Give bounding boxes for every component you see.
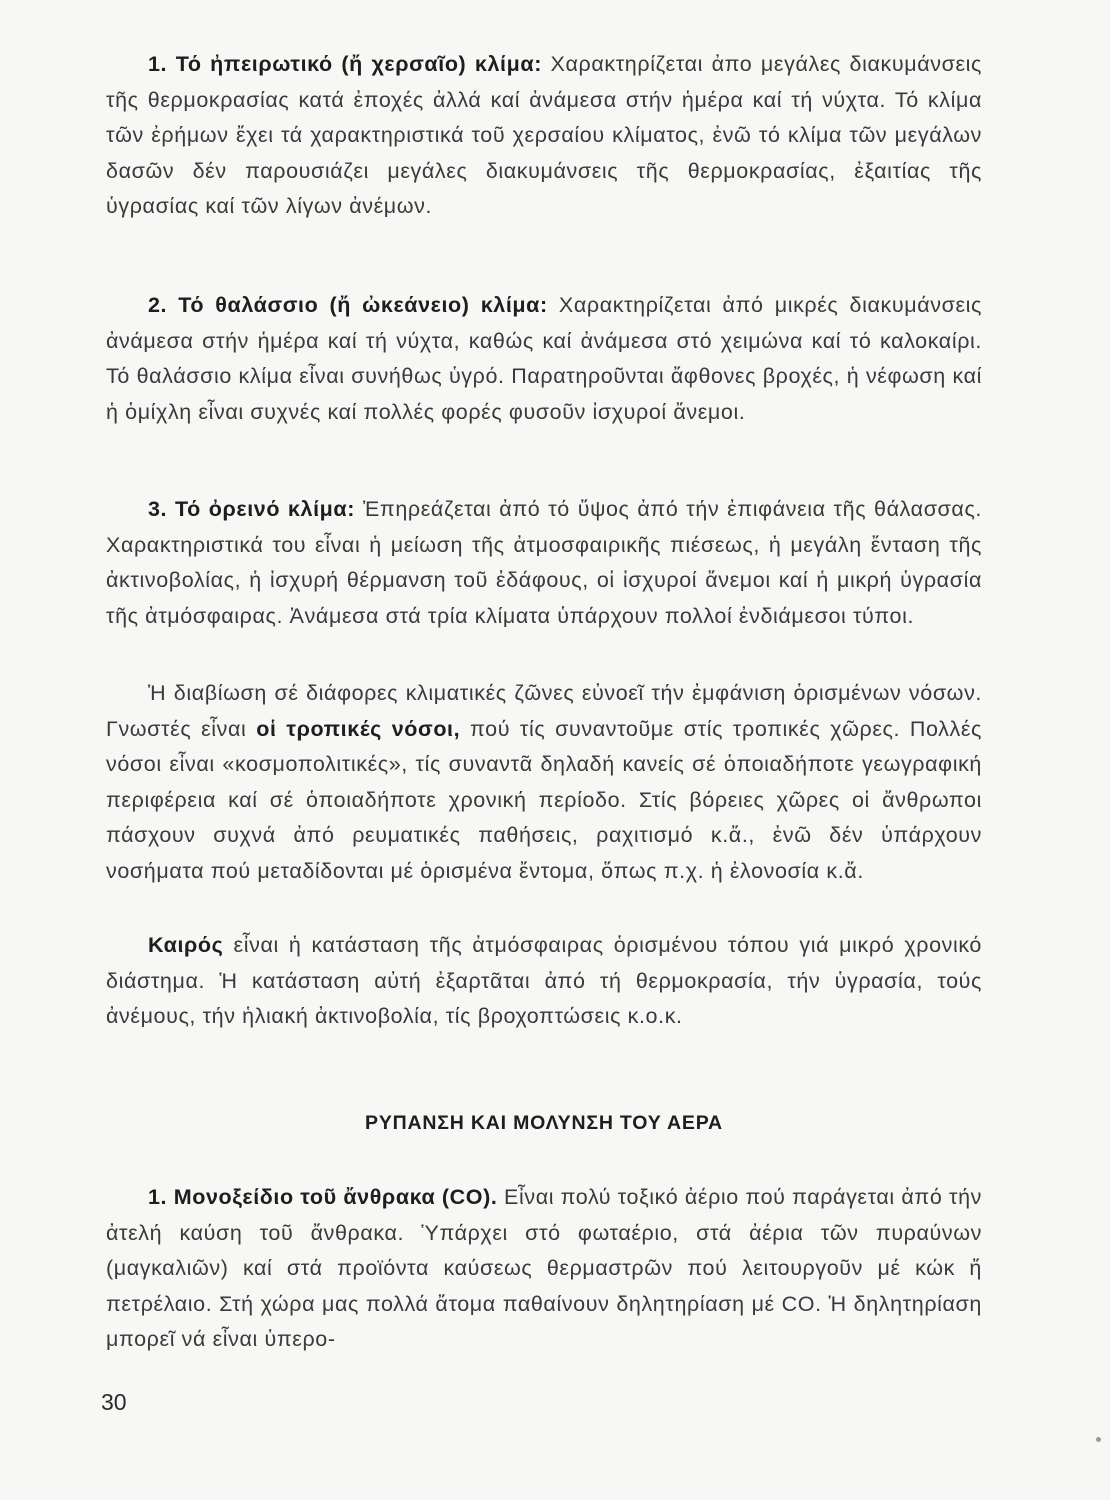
paragraph-oceanic-climate-text: Χαρακτηρίζεται ἀπό μικρές διακυμάνσεις ἀνάμεσα στήν ἡμέρα καί τή νύχτα, καθώς καί ἀνάμεσα στό χειμώνα καί τό καλοκαίρι. Τό θαλάσσιο κλίμα εἶναι συνήθως ὑγρό. Παρατηροῦνται ἄφθονες βροχές, ἡ νέφωση καί ἡ ὁμίχλη εἶναι συχνές καί πολλές φορές φυσοῦν ἰσχυροί ἄνεμοι. (106, 293, 982, 424)
scan-artifact-dot (1096, 1437, 1101, 1442)
paragraph-mountain-climate-text: Ἐπηρεάζεται ἀπό τό ὕψος ἀπό τήν ἐπιφάνεια τῆς θάλασσας. Χαρακτηριστικά του εἶναι ἡ μείωση τῆς ἀτμοσφαιρικῆς πιέσεως, ἡ μεγάλη ἔνταση τῆς ἀκτινοβολίας, ἡ ἰσχυρή θέρμανση τοῦ ἐδάφους, οἱ ἰσχυροί ἄνεμοι καί ἡ μικρή ὑγρασία τῆς ἀτμόσφαιρας. Ἀνάμεσα στά τρία κλίματα ὑπάρχουν πολλοί ἐνδιάμεσοι τύποι. (106, 497, 982, 628)
paragraph-carbon-monoxide (106, 1180, 982, 1358)
paragraph-climate-diseases-text-after: πού τίς συναντοῦμε στίς τροπικές χῶρες. Πολλές νόσοι εἶναι «κοσμοπολιτικές», τίς συναντᾶ δηλαδή κανείς σέ ὁποιαδήποτε γεωγραφική περιφέρεια καί σέ ὁποιαδήποτε χρονική περίοδο. Στίς βόρειες χῶρες οἱ ἄνθρωποι πάσχουν συχνά ἀπό ρευματικές παθήσεις, ραχιτισμό κ.ἄ., ἐνῶ δέν ὑπάρχουν νοσήματα πού μεταδίδονται μέ ὁρισμένα ἔντομα, ὅπως π.χ. ἡ ἐλονοσία κ.ἄ. (106, 716, 982, 883)
term-tropical-diseases: οἱ τροπικές νόσοι, (256, 716, 461, 741)
paragraph-climate-diseases (106, 676, 982, 889)
term-weather: Καιρός (148, 933, 224, 957)
term-oceanic-climate: 2. Τό θαλάσσιο (ἤ ὠκεάνειο) κλίμα: (148, 293, 548, 317)
paragraph-continental-climate-text: Χαρακτηρίζεται ἀπο μεγάλες διακυμάνσεις τῆς θερμοκρασίας κατά ἐποχές ἀλλά καί ἀνάμεσα στήν ἡμέρα καί τή νύχτα. Τό κλίμα τῶν ἐρήμων ἔχει τά χαρακτηριστικά τοῦ χερσαίου κλίματος, ἐνῶ τό κλίμα τῶν μεγάλων δασῶν δέν παρουσιάζει μεγάλες διακυμάνσεις τῆς θερμοκρασίας, ἐξαιτίας τῆς ὑγρασίας καί τῶν λίγων ἀνέμων. (106, 52, 982, 218)
paragraph-weather-text: εἶναι ἡ κατάσταση τῆς ἀτμόσφαιρας ὁρισμένου τόπου γιά μικρό χρονικό διάστημα. Ἡ κατάσταση αὐτή ἐξαρτᾶται ἀπό τή θερμοκρασία, τήν ὑγρασία, τούς ἀνέμους, τήν ἡλιακή ἀκτινοβολία, τίς βροχοπτώσεις κ.ο.κ. (106, 933, 982, 1028)
paragraph-oceanic-climate (106, 288, 982, 430)
term-carbon-monoxide: 1. Μονοξείδιο τοῦ ἄνθρακα (CO). (148, 1185, 498, 1209)
paragraph-mountain-climate (106, 492, 982, 634)
section-heading-air-pollution: ΡΥΠΑΝΣΗ ΚΑΙ ΜΟΛΥΝΣΗ ΤΟΥ ΑΕΡΑ (365, 1112, 723, 1134)
paragraph-climate-diseases-text-before: Ἡ διαβίωση σέ διάφορες κλιματικές ζῶνες εὐνοεῖ τήν ἐμφάνιση ὁρισμένων νόσων. Γνωστές εἶναι (106, 681, 982, 741)
paragraph-carbon-monoxide-text: Εἶναι πολύ τοξικό ἀέριο πού παράγεται ἀπό τήν ἀτελή καύση τοῦ ἄνθρακα. Ὑπάρχει στό φωταέριο, στά ἀέρια τῶν πυραύνων (μαγκαλιῶν) καί στά προϊόντα καύσεως θερμαστρῶν πού λειτουργοῦν μέ κώκ ἤ πετρέλαιο. Στή χώρα μας πολλά ἄτομα παθαίνουν δηλητηρίαση μέ CO. Ἡ δηλητηρίαση μπορεῖ νά εἶναι ὑπερο- (106, 1185, 982, 1351)
paragraph-continental-climate (106, 47, 982, 225)
term-continental-climate: 1. Τό ἠπειρωτικό (ἤ χερσαῖο) κλίμα: (148, 52, 542, 76)
term-mountain-climate: 3. Τό ὀρεινό κλίμα: (148, 497, 355, 521)
page-number: 30 (101, 1389, 127, 1415)
paragraph-weather (106, 928, 982, 1035)
